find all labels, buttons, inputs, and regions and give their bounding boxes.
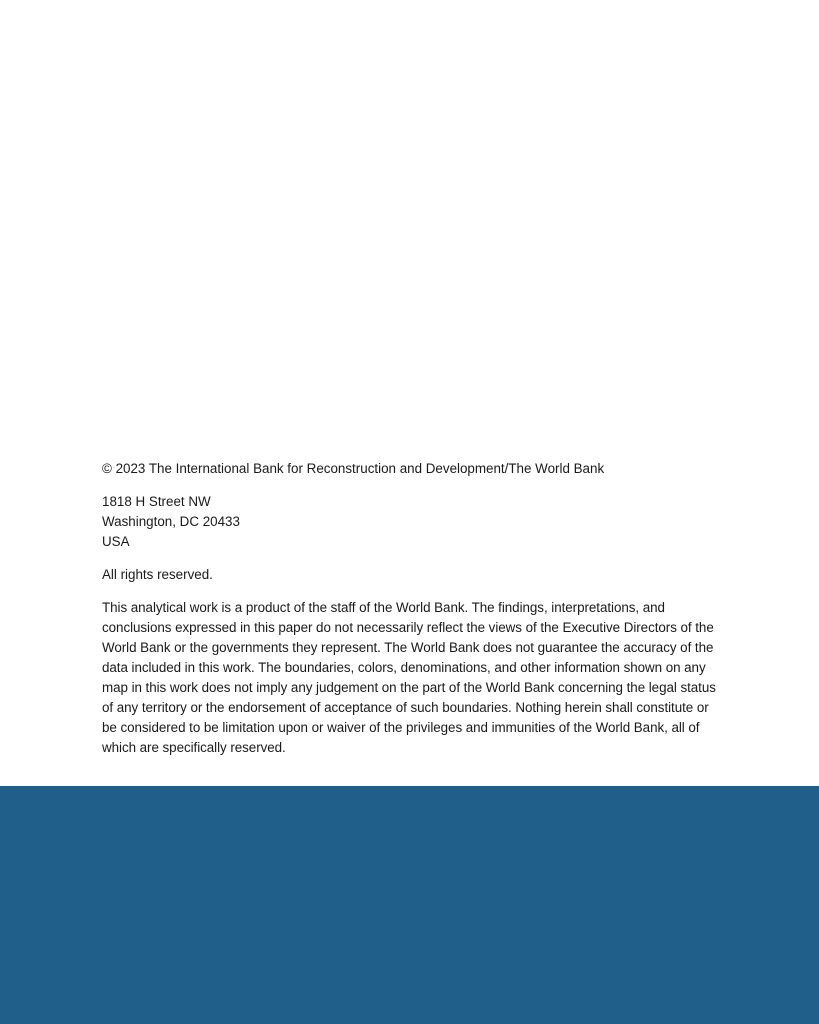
copyright-notice: © 2023 The International Bank for Reconstruction and Development/The World Bank	[102, 461, 605, 476]
rights-statement: All rights reserved.	[102, 567, 213, 582]
address-street: 1818 H Street NW	[102, 494, 211, 509]
footer-color-band	[0, 786, 819, 1024]
postal-address	[102, 492, 722, 552]
disclaimer-paragraph: This analytical work is a product of the staff of the World Bank. The findings, interpretations, and conclusions expressed in this paper do not necessarily reflect the views of the Executive Directors of the World Bank or the governments they represent. The World Bank does not guarantee the accuracy of the data included in this work. The boundaries, colors, denominations, and other information shown on any map in this work does not imply any judgement on the part of the World Bank concerning the legal status of any territory or the endorsement of acceptance of such boundaries. Nothing herein shall constitute or be considered to be limitation upon or waiver of the privileges and immunities of the World Bank, all of which are specifically reserved.	[102, 600, 716, 755]
address-city: Washington, DC 20433	[102, 514, 240, 529]
address-country: USA	[102, 534, 130, 549]
copyright-page-content	[102, 459, 722, 758]
